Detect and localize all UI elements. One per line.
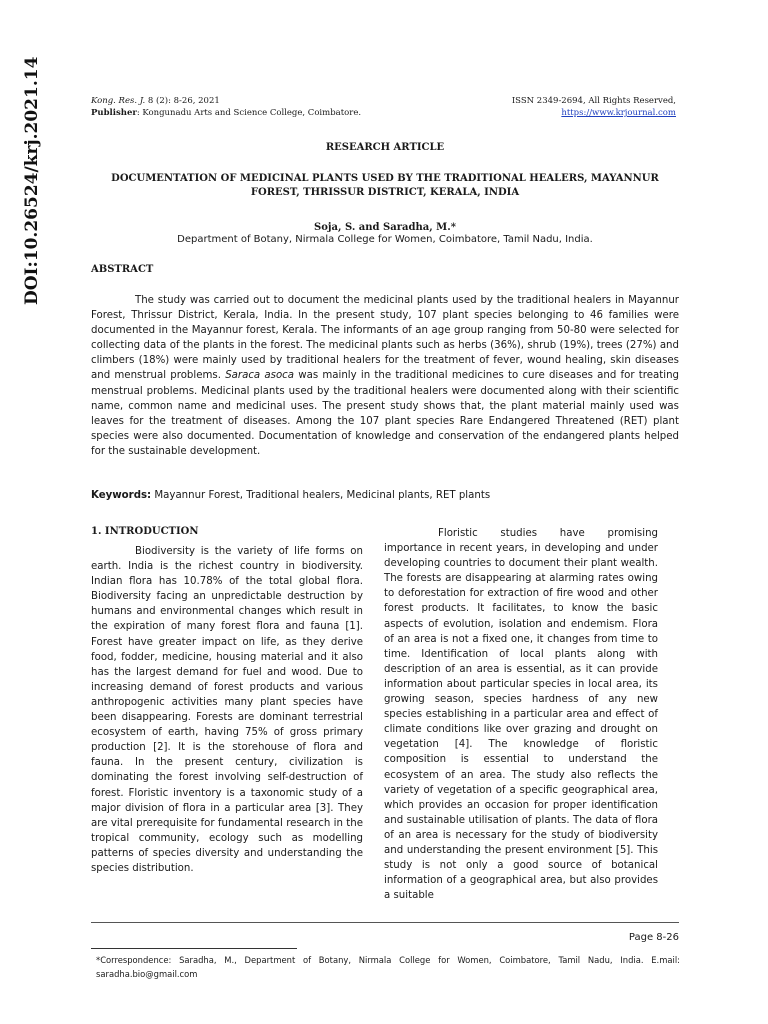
journal-header — [91, 95, 361, 119]
publisher-label: Publisher — [91, 108, 137, 118]
keywords-list: Mayannur Forest, Traditional healers, Medicinal plants, RET plants — [151, 490, 491, 501]
publisher-line — [91, 107, 361, 119]
footer-divider — [91, 922, 679, 923]
left-column — [91, 526, 363, 876]
abstract-heading: ABSTRACT — [91, 264, 154, 275]
journal-citation — [91, 95, 361, 107]
doi-label: DOI:10.26524/krj.2021.14 — [22, 56, 42, 305]
introduction-paragraph-2: Floristic studies have promising importance in recent years, in developing and under developing countries to document their plant wealth. The forests are disappearing at alarming rates owing to deforestation for extraction of fire wood and other forest products. It facilitates, to know the basic aspects of evolution, isolation and endemism. Flora of an area is not a fixed one, it changes from time to time. Identification of local plants along with description of an area is essential, as it can provide information about particular species in local area, its growing season, species hardness of any new species establishing in a particular area and effect of climate conditions like over grazing and drought on vegetation [4]. The knowledge of floristic composition is essential to understand the ecosystem of an area. The study also reflects the variety of vegetation of a specific geographical area, which provides an occasion for proper identification and sustainable utilisation of plants. The data of flora of an area is necessary for the study of biodiversity and understanding the present environment [5]. This study is not only a good source of botanical information of a geographical area, but also provides a suitable — [384, 528, 658, 902]
publisher-name: : Kongunadu Arts and Science College, Coimbatore. — [136, 108, 362, 118]
article-type: RESEARCH ARTICLE — [325, 142, 445, 153]
issn-header — [512, 95, 676, 119]
introduction-heading: 1. INTRODUCTION — [91, 526, 199, 537]
correspondence-footnote: *Correspondence: Saradha, M., Department of Botany, Nirmala College for Women, Coimbatore, Tamil Nadu, India. E.mail: saradha.bio@gmail.com — [96, 955, 680, 979]
abstract-part-2: was mainly in the traditional medicines to cure diseases and for treating menstrual problems. Medicinal plants used by the traditional healers were documented along with their scientific name, common name and medicinal uses. The present study shows that, the plant material mainly used was leaves for the treatment of diseases. Among the 107 plant species Rare Endangered Threatened (RET) plant species were also documented. Documentation of knowledge and conservation of the endangered plants helped for the sustainable development. — [91, 370, 680, 457]
volume-issue: 8 (2): 8-26, 2021 — [145, 96, 220, 106]
right-column — [384, 526, 658, 903]
keywords-label: Keywords: — [91, 490, 152, 501]
keywords — [91, 490, 679, 501]
affiliation: Department of Botany, Nirmala College for Women, Coimbatore, Tamil Nadu, India. — [177, 234, 593, 245]
abstract-text — [91, 293, 679, 459]
page-number: Page 8-26 — [628, 932, 679, 943]
journal-name: Kong. Res. J. — [91, 96, 146, 106]
footnote-divider — [91, 948, 297, 949]
journal-url-link[interactable]: https://www.krjournal.com — [561, 108, 676, 118]
authors: Soja, S. and Saradha, M.* — [314, 222, 456, 233]
species-name: Saraca asoca — [225, 370, 295, 382]
introduction-paragraph-1: Biodiversity is the variety of life forms on earth. India is the richest country in biodiversity. Indian flora has 10.78% of the total global flora. Biodiversity facing an unpredictable destruction by humans and environmental changes which result in the expiration of many forest flora and fauna [1]. Forest have greater impact on life, as they derive food, fodder, medicine, housing material and it also has the largest demand for fuel and wood. Due to increasing demand of forest products and various anthropogenic activities many plant species have been disappearing. Forests are dominant terrestrial ecosystem of earth, having 75% of gross primary production [2]. It is the storehouse of flora and fauna. In the present century, civilization is dominating the forest involving self-destruction of forest. Floristic inventory is a taxonomic study of a major division of flora in a particular area [3]. They are vital prerequisite for fundamental research in the tropical community, ecology such as modelling patterns of species diversity and understanding the species distribution. — [91, 546, 363, 874]
abstract-part-1: The study was carried out to document the medicinal plants used by the traditional healers in Mayannur Forest, Thrissur District, Kerala, India. In the present study, 107 plant species belonging to 46 families were documented in the Mayannur forest, Kerala. The informants of an age group ranging from 50-80 were selected for collecting data of the plants in the forest. The medicinal plants such as herbs (36%), shrub (19%), trees (27%) and climbers (18%) were mainly used by traditional healers for the treatment of fever, wound healing, skin diseases and menstrual problems. — [91, 295, 679, 382]
article-title: DOCUMENTATION OF MEDICINAL PLANTS USED BY THE TRADITIONAL HEALERS, MAYANNUR FOREST, THRISSUR DISTRICT, KERALA, INDIA — [111, 173, 659, 198]
issn-text: ISSN 2349-2694, All Rights Reserved, — [511, 96, 676, 106]
